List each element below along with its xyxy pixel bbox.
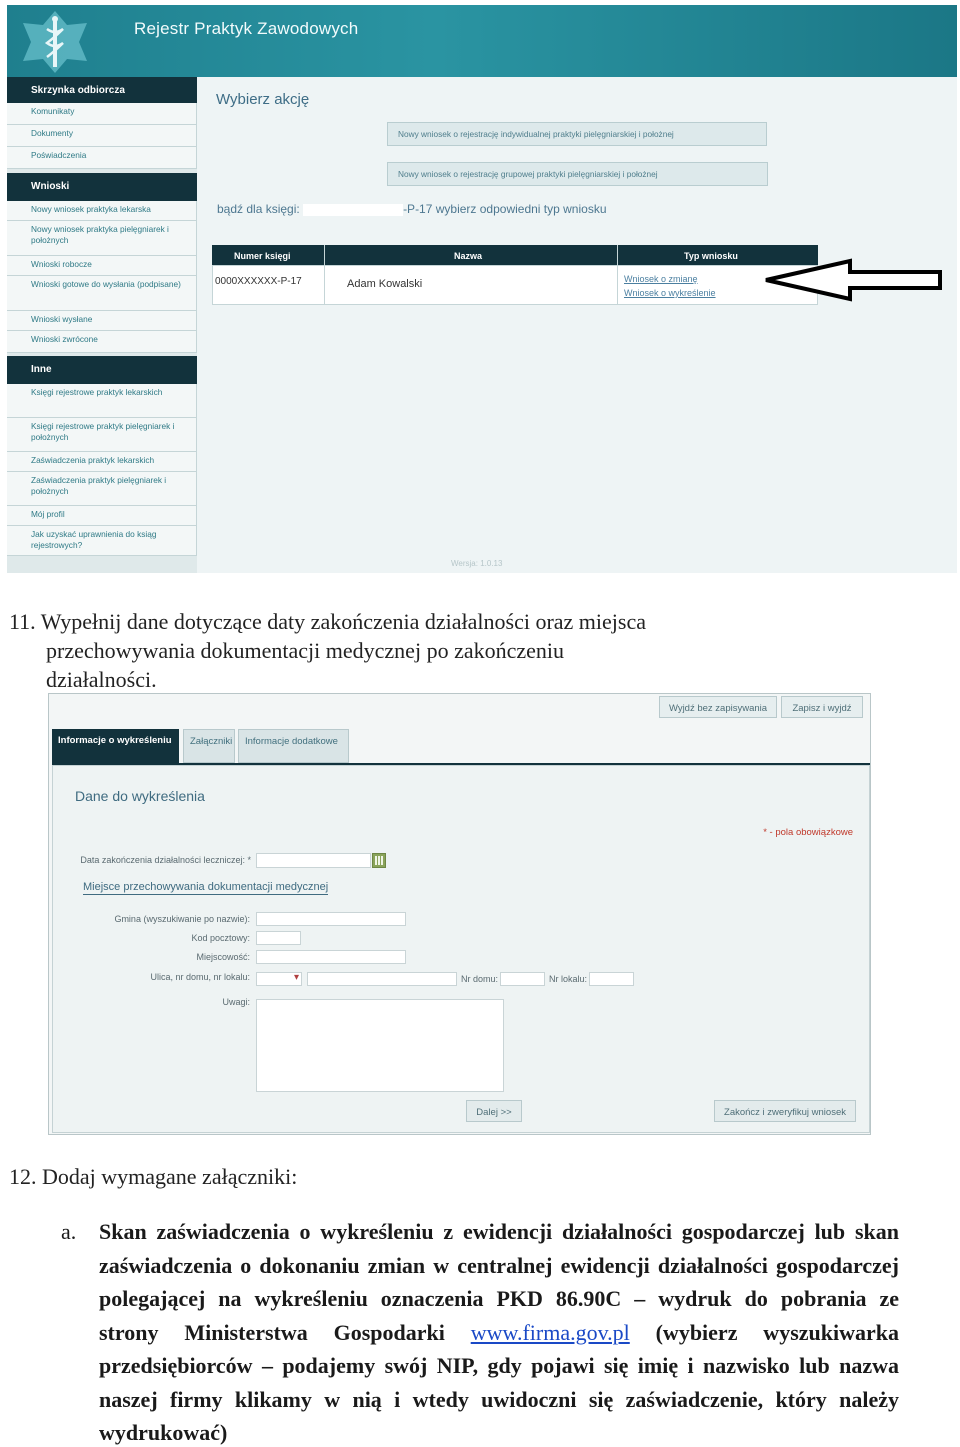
postal-code-label: Kod pocztowy: (191, 933, 250, 943)
firma-gov-link[interactable]: www.firma.gov.pl (470, 1319, 630, 1345)
postal-code-input[interactable] (256, 931, 301, 945)
ledger-instruction (217, 202, 607, 216)
list-marker: a. (61, 1219, 77, 1244)
sidebar-item-nursing-certs[interactable]: Zaświadczenia praktyk pielęgniarek i położnych (7, 472, 197, 506)
attachment-description (99, 1215, 899, 1447)
sidebar-item-returned[interactable]: Wnioski zwrócone (7, 331, 197, 353)
storage-place-heading: Miejsce przechowywania dokumentacji medycznej (83, 881, 329, 893)
form-title: Dane do wykreślenia (75, 788, 205, 804)
version-label: Wersja: 1.0.13 (451, 559, 503, 568)
end-date-label: Data zakończenia działalności leczniczej: * (80, 855, 251, 865)
cell-name: Adam Kowalski (347, 278, 423, 290)
new-individual-practice-button[interactable]: Nowy wniosek o rejestrację indywidualnej praktyki pielęgniarskiej i położnej (387, 122, 767, 146)
finish-and-verify-button[interactable]: Zakończ i zweryfikuj wniosek (714, 1100, 856, 1122)
gmina-input[interactable] (256, 912, 406, 926)
app-title: Rejestr Praktyk Zawodowych (134, 19, 359, 38)
deletion-request-link[interactable]: Wniosek o wykreślenie (624, 288, 716, 298)
change-request-link[interactable]: Wniosek o zmianę (624, 274, 698, 284)
column-header-type: Typ wniosku (684, 251, 738, 261)
column-header-number: Numer księgi (234, 251, 291, 261)
sidebar-item-drafts[interactable]: Wnioski robocze (7, 256, 197, 276)
sidebar (7, 77, 197, 573)
deletion-form-panel (52, 765, 870, 1133)
ledger-prefix: bądź dla księgi: (217, 202, 300, 216)
sidebar-item-new-nursing[interactable]: Nowy wniosek praktyka pielęgniarek i położnych (7, 221, 197, 256)
step-12-instruction: 12. Dodaj wymagane załączniki: (9, 1164, 298, 1189)
sidebar-item-new-medical[interactable]: Nowy wniosek praktyka lekarska (7, 201, 197, 221)
table-row (212, 265, 818, 305)
city-label: Miejscowość: (196, 952, 250, 962)
ledger-redacted-number (303, 204, 403, 216)
screenshot-deletion-form (48, 693, 871, 1135)
tab-deletion-info[interactable]: Informacje o wykreśleniu (52, 729, 179, 763)
sidebar-item-documents[interactable]: Dokumenty (7, 125, 197, 147)
exit-without-saving-button[interactable]: Wyjdź bez zapisywania (659, 696, 777, 718)
new-group-practice-button[interactable]: Nowy wniosek o rejestrację grupowej praktyki pielęgniarskiej i położnej (387, 162, 768, 186)
sidebar-section-applications: Wnioski (7, 173, 197, 201)
flat-number-input[interactable] (589, 972, 634, 986)
step-11-line-2: przechowywania dokumentacji medycznej po zakończeniu (46, 638, 564, 663)
street-prefix-select[interactable] (256, 972, 302, 986)
sidebar-item-sent[interactable]: Wnioski wysłane (7, 311, 197, 331)
save-and-exit-button[interactable]: Zapisz i wyjdź (781, 696, 863, 718)
sidebar-item-permissions-help[interactable]: Jak uzyskać uprawnienia do ksiąg rejestrowych? (7, 526, 197, 556)
description-part-2: (wybierz wyszukiwarka przedsiębiorców – podajemy swój NIP, gdy pojawi się imię i nazwisko lub nazwa naszej firmy klikamy w nią i wtedy uwidoczni się zaświadczenie, który należy wydrukować) (99, 1319, 899, 1445)
ledger-suffix: -P-17 wybierz odpowiedni typ wniosku (403, 202, 607, 216)
sidebar-section-inbox: Skrzynka odbiorcza (7, 77, 197, 103)
house-number-label: Nr domu: (461, 974, 499, 984)
step-11-line-3: działalności. (46, 667, 157, 692)
tab-attachments[interactable]: Załączniki (183, 729, 235, 763)
table-header (212, 245, 818, 265)
step-11-line-1: 11. Wypełnij dane dotyczące daty zakończenia działalności oraz miejsca (9, 609, 646, 634)
sidebar-item-nursing-books[interactable]: Księgi rejestrowe praktyk pielęgniarek i położnych (7, 418, 197, 452)
required-fields-note: * - pola obowiązkowe (763, 827, 853, 838)
street-label: Ulica, nr domu, nr lokalu: (150, 972, 250, 982)
page-title: Wybierz akcję (216, 91, 310, 108)
sidebar-item-medical-books[interactable]: Księgi rejestrowe praktyk lekarskich (7, 384, 197, 418)
caduceus-logo-icon (15, 9, 95, 75)
sidebar-item-ready[interactable]: Wnioski gotowe do wysłania (podpisane) (7, 276, 197, 311)
column-divider (324, 245, 325, 305)
sidebar-item-medical-certs[interactable]: Zaświadczenia praktyk lekarskich (7, 452, 197, 472)
next-button[interactable]: Dalej >> (466, 1100, 522, 1122)
form-tabs (52, 729, 870, 765)
screenshot-registry-choose-action (7, 5, 957, 573)
step-11-instruction (9, 607, 769, 694)
cell-ledger-number: 0000XXXXXX-P-17 (215, 276, 302, 287)
notes-label: Uwagi: (222, 997, 250, 1007)
main-content (197, 77, 957, 573)
sidebar-section-other: Inne (7, 356, 197, 384)
flat-number-label: Nr lokalu: (549, 974, 588, 984)
calendar-icon[interactable] (372, 853, 386, 868)
description-part-1: Skan zaświadczenia o wykreśleniu z ewidencji działalności gospodarczej lub skan zaświadczenia o dokonaniu zmian w centralnej ewidencji działalności gospodarczej polegającej na wykreśleniu oznaczenia PKD 86.90C – wydruk do pobrania ze strony Ministerstwa Gospodarki (99, 1219, 899, 1345)
tab-additional-info[interactable]: Informacje dodatkowe (238, 729, 349, 763)
street-input[interactable] (307, 972, 457, 986)
end-date-input[interactable] (256, 853, 371, 868)
column-header-name: Nazwa (454, 251, 483, 261)
notes-textarea[interactable] (256, 999, 504, 1092)
city-input[interactable] (256, 950, 406, 964)
gmina-label: Gmina (wyszukiwanie po nazwie): (114, 914, 250, 924)
pointer-arrow-icon (762, 258, 944, 302)
sidebar-item-certificates[interactable]: Poświadczenia (7, 147, 197, 169)
house-number-input[interactable] (500, 972, 545, 986)
column-divider (617, 245, 618, 305)
sidebar-item-messages[interactable]: Komunikaty (7, 103, 197, 125)
sidebar-item-my-profile[interactable]: Mój profil (7, 506, 197, 526)
app-header (7, 5, 957, 77)
